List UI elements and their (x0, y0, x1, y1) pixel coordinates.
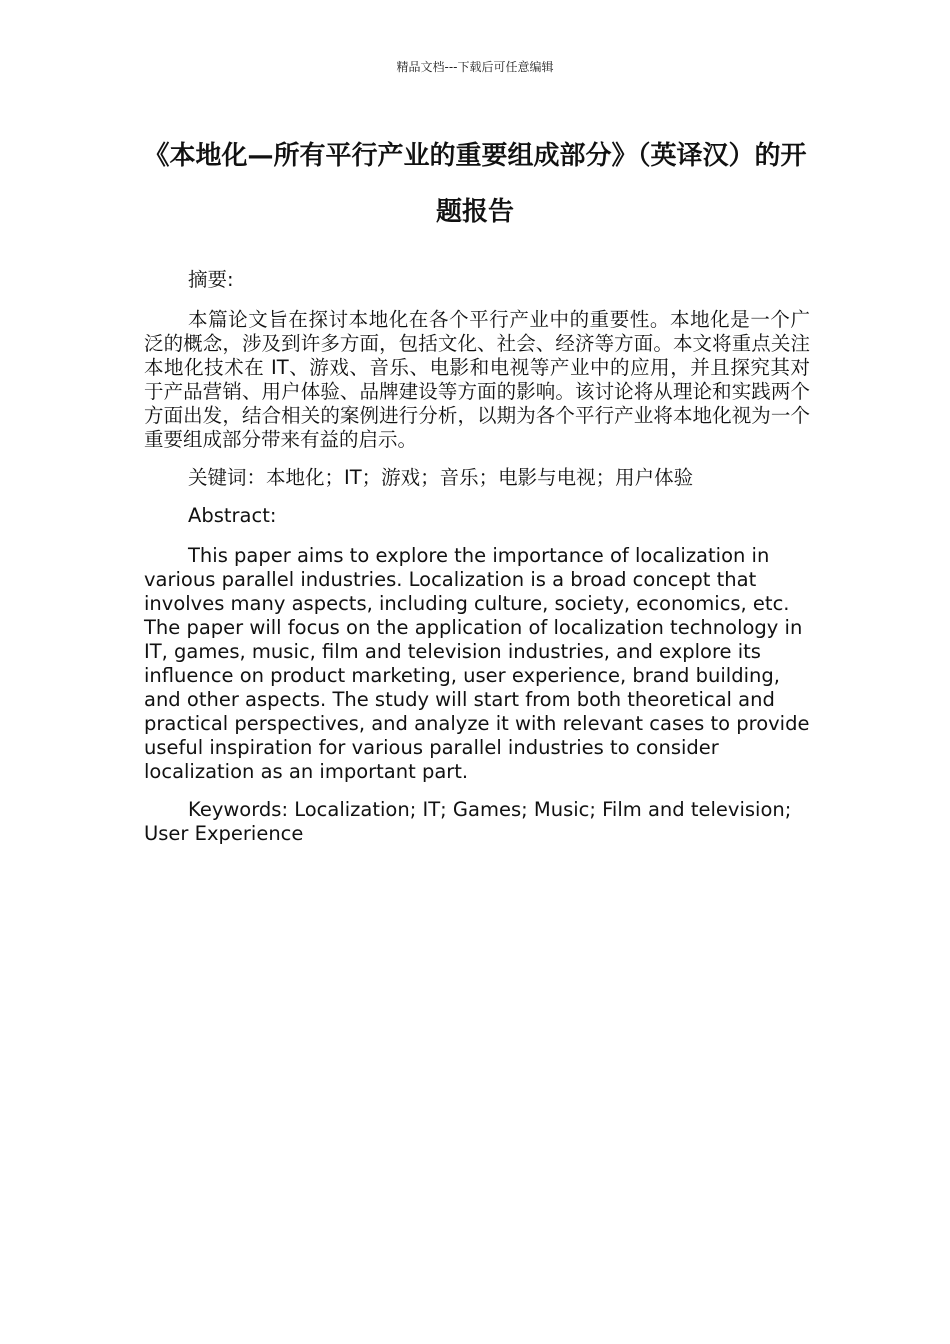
document-body (144, 268, 810, 860)
header-note: 精品文档---下载后可任意编辑 (396, 60, 554, 74)
abstract-cn-text: 本篇论文旨在探讨本地化在各个平行产业中的重要性。本地化是一个广泛的概念，涉及到许多方面，包括文化、社会、经济等方面。本文将重点关注本地化技术在 IT、游戏、音乐、电影和电视等产业中的应用，并且探究其对于产品营销、用户体验、品牌建设等方面的影响。该讨论将从理论和实践两个方面出发，结合相关的案例进行分析，以期为各个平行产业将本地化视为一个重要组成部分带来有益的启示。 (144, 308, 810, 451)
keywords-cn: 关键词：本地化；IT；游戏；音乐；电影与电视；用户体验 (188, 466, 694, 489)
abstract-en-text: This paper aims to explore the importance of localization in various parallel industries. Localization is a broad concept that involves many aspects, including culture, society, economics, etc. The paper will focus on the application of localization technology in IT, games, music, film and television industries, and explore its influence on product marketing, user experience, brand building, and other aspects. The study will start from both theoretical and practical perspectives, and analyze it with relevant cases to provide useful inspiration for various parallel industries to consider localization as an important part. (144, 544, 810, 783)
abstract-cn-label: 摘要: (188, 268, 234, 291)
keywords-en: Keywords: Localization; IT; Games; Music; Film and television; User Experience (144, 798, 792, 845)
abstract-en-label: Abstract: (188, 504, 277, 527)
document-title: 《本地化—所有平行产业的重要组成部分》（英译汉）的开题报告 (143, 141, 807, 227)
